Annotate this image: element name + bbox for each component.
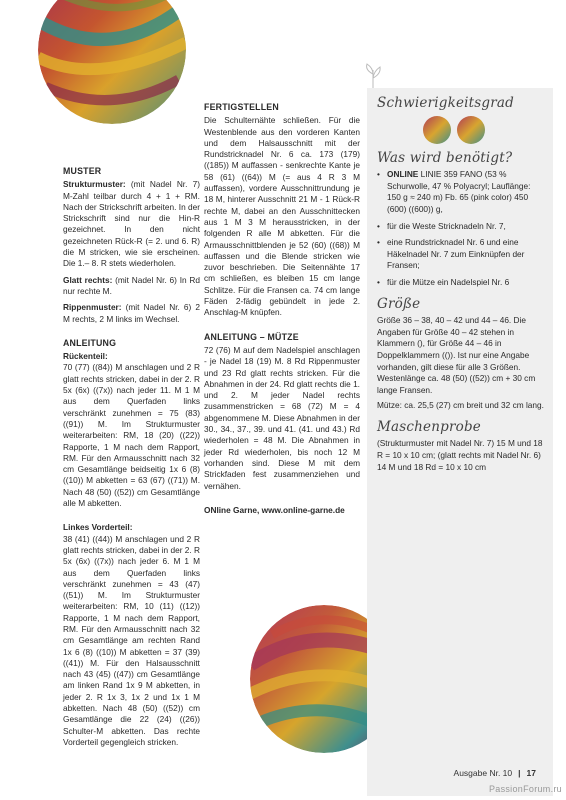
list-item: • eine Rundstricknadel Nr. 6 und eine Häkelnadel Nr. 7 zum Einknüpfen der Fransen; xyxy=(385,237,545,272)
maschenprobe-heading: Maschenprobe xyxy=(377,418,481,435)
footer-separator: | xyxy=(518,768,521,778)
muster-heading: MUSTER xyxy=(63,166,102,176)
page-footer xyxy=(454,768,536,778)
page-number: 17 xyxy=(526,768,536,778)
rueckenteil-heading: Rückenteil: xyxy=(63,351,108,362)
linkes-vorderteil-paragraph: 38 (41) ((44)) M anschlagen und 2 R glatt rechts stricken, dabei in der 2. R 5x (6x) ((7x)) nach jeder 6. M 1 M aus dem Querfaden links verschränkt zunehmen = 43 (47) ((51)) M. Im Strukturmuster weiterarbeiten: RM, 10 (11) ((12)) Rapporte, 1 M nach dem Rapport, RM. Für den Armausschnitt nach 32 cm Gesamtlänge am rechten Rand 1x 6 (8) ((10)) M abketten = 37 (39) ((41)) M. Für den Halsausschnitt nach 43 (45) ((47)) cm Gesamtlänge am linken Rand 1x 9 M abketten, in jeder 2. R 1x 3, 1x 2 und 1x 1 M abketten. Nach 48 (50) ((52)) cm Gesamtlänge die 22 (24) ((26)) Schulter-M abketten. Das rechte Vorderteil gegengleich stricken. xyxy=(63,533,200,747)
materials-list xyxy=(377,169,545,288)
groesse-heading: Größe xyxy=(377,295,421,312)
needs-heading: Was wird benötigt? xyxy=(377,149,513,166)
muetze-paragraph: 72 (76) M auf dem Nadelspiel anschlagen - je Nadel 18 (19) M. 8 Rd Rippenmuster und 23 Rd glatt rechts stricken. Für die Abnahmen in der 24. Rd glatt rechts die 1. und 2. M jeder Nadel rechts zusammenstricken = 68 (72) M = 4 abgenommene M. Diese Abnahmen in der 30., 34., 37., 39. und 41. (41. und 43.) Rd wiederholen = 48 M. Die Abnahmen in jeder Rd wiederholen, bis noch 12 M vorhanden sind. Diese M mit dem Strickfaden fest zusammenziehen und vernähen. xyxy=(204,344,360,491)
column-middle xyxy=(204,102,360,521)
linkes-vorderteil-heading: Linkes Vorderteil: xyxy=(63,522,133,533)
list-item: • für die Weste Stricknadeln Nr. 7, xyxy=(385,221,545,233)
yarn-ball-icon xyxy=(422,115,452,145)
yarn-ball-image-top xyxy=(38,0,186,124)
credit-line: ONline Garne, www.online-garne.de xyxy=(204,504,345,515)
yarn-ball-icon xyxy=(456,115,486,145)
difficulty-heading: Schwierigkeitsgrad xyxy=(377,95,515,111)
column-left xyxy=(63,166,200,753)
muetze-size-paragraph: Mütze: ca. 25,5 (27) cm breit und 32 cm lang. xyxy=(377,400,544,411)
list-item: • für die Mütze ein Nadelspiel Nr. 6 xyxy=(385,277,545,289)
fertigstellen-heading: FERTIGSTELLEN xyxy=(204,102,279,112)
difficulty-rating xyxy=(422,115,545,145)
fertigstellen-paragraph: Die Schulternähte schließen. Für die Westenblende aus den vorderen Kanten und dem Halsausschnitt mit der Rundstricknadel Nr. 6 ca. 173 (179) ((185)) M auffassen - senkrechte Kante je 58 (61) ((64)) M (= aus 4 R 3 M auffassen), vordere Ausschnittrundung je 18 M, hinterer Ausschnitt 21 M - 1 Rück-R rechte M, dabei an den Ausschnittecken aus 1 M 3 M herausstricken, in der folgenden R alle M abketten. Für die Armausschnittblenden je 52 (60) ((68)) M auffassen und die Blende stricken wie zuvor beschrieben. Die Seitennähte 17 cm schließen, es bleiben 15 cm lange Schlitze. Für die Fransen ca. 74 cm lange Fäden 2-fädig gebündelt in jede 2. Anschlag-M knüpfen. xyxy=(204,115,360,318)
anleitung-heading: ANLEITUNG xyxy=(63,337,117,348)
materials-sidebar xyxy=(367,88,553,796)
rueckenteil-paragraph: 70 (77) ((84)) M anschlagen und 2 R glatt rechts stricken, dabei in der 2. R 5x (6x) ((7x)) nach jeder 11. M 1 M aus dem Querfaden links verschränkt zunehmen = 75 (83) ((91)) M. Im Strukturmuster weiterarbeiten: RM, 18 (20) ((22)) Rapporte, 1 M nach dem Rapport, RM. Für den Armausschnitt nach 32 cm Gesamtlänge beidseitig 1x 6 (8) ((10)) M abketten = 63 (67) ((71)) M. Nach 48 (50) ((52)) cm Gesamtlänge alle M abketten. xyxy=(63,362,200,509)
rippenmuster-paragraph: Rippenmuster: (mit Nadel Nr. 6) 2 M rechts, 2 M links im Wechsel. xyxy=(63,302,200,324)
issue-label: Ausgabe Nr. 10 xyxy=(453,768,513,778)
groesse-paragraph: Größe 36 – 38, 40 – 42 und 44 – 46. Die Angaben für Größe 40 – 42 stehen in Klammern (), für Größe 44 – 46 in Doppelklammern (()). Ist nur eine Angabe vorhanden, gilt diese für alle 3 Größen. Westenlänge ca. 48 (50) ((52)) cm + 30 cm lange Fransen. xyxy=(377,315,536,395)
list-item: • ONLINE LINIE 359 FANO (53 % Schurwolle, 47 % Polyacryl; Lauflänge: 150 g ≈ 240 m) Fb. 65 (pink color) 450 (600) ((600)) g, xyxy=(385,169,545,215)
glatt-rechts-paragraph: Glatt rechts: (mit Nadel Nr. 6) In Rd nur rechte M. xyxy=(63,274,200,296)
strukturmuster-paragraph: Strukturmuster: (mit Nadel Nr. 7) M-Zahl teilbar durch 4 + 1 + RM. Nach der Strickschrift arbeiten. In der Strickschrift sind nur die Hin-R gezeichnet. In den nicht gezeichneten Rück-R (= 2. und 6. R) die M stricken, wie sie erscheinen. Die 1.– 8. R stets wiederholen. xyxy=(63,179,200,269)
maschenprobe-paragraph: (Strukturmuster mit Nadel Nr. 7) 15 M und 18 R = 10 x 10 cm; (glatt rechts mit Nadel Nr. 6) 14 M und 18 Rd = 10 x 10 cm xyxy=(377,438,543,472)
muetze-heading: ANLEITUNG – MÜTZE xyxy=(204,331,299,342)
watermark: PassionForum.ru xyxy=(488,784,562,794)
